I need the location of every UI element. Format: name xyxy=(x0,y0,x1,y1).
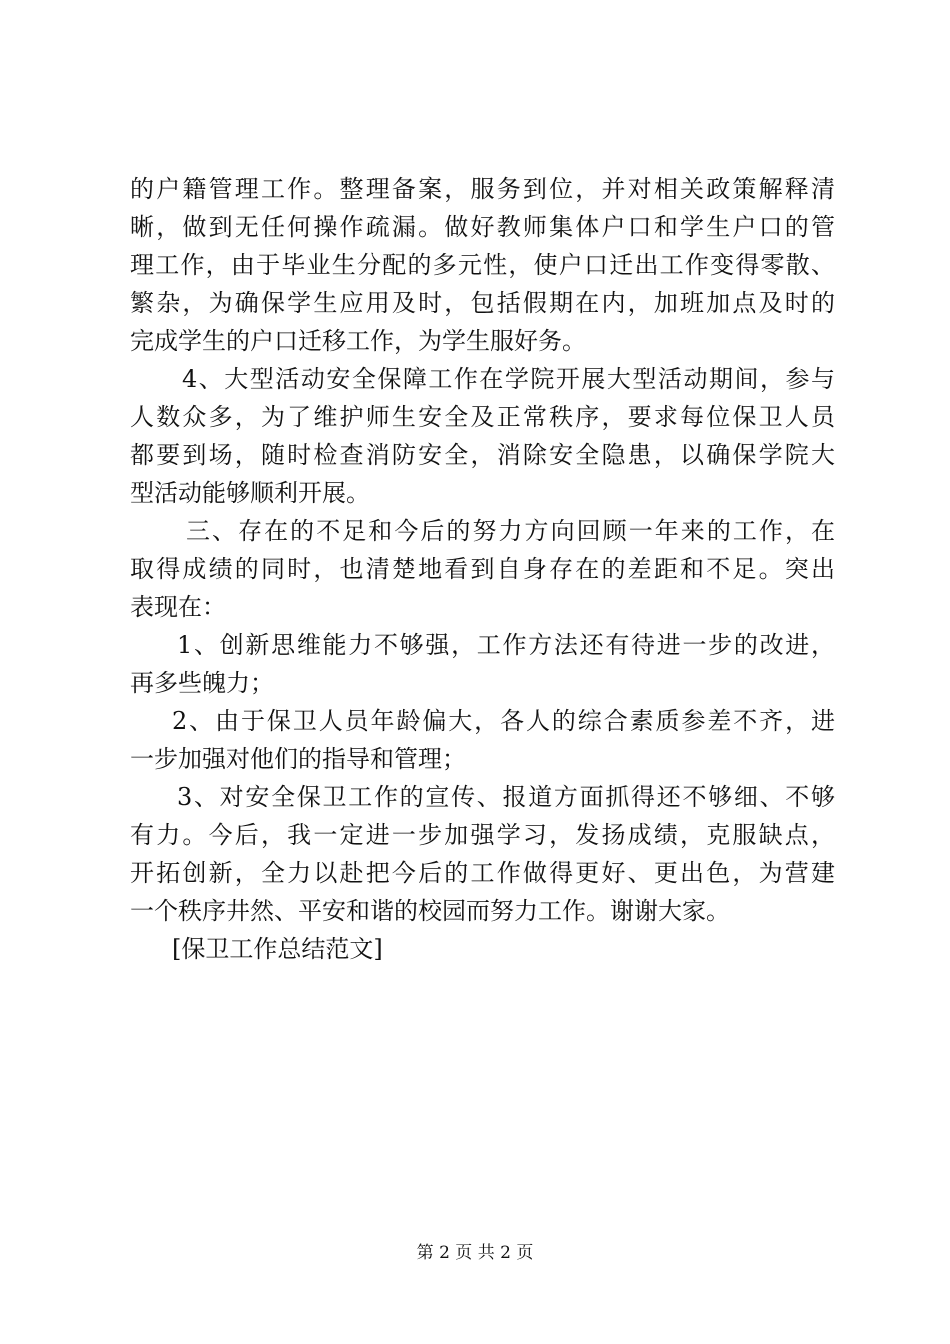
text-line: 晰，做到无任何操作疏漏。做好教师集体户口和学生户口的管 xyxy=(130,213,835,241)
text-line: 一个秩序井然、平安和谐的校园而努力工作。谢谢大家。 xyxy=(130,897,730,925)
text-line: 表现在： xyxy=(130,593,226,621)
text-line: 再多些魄力； xyxy=(130,669,274,697)
text-line: 3、对安全保卫工作的宣传、报道方面抓得还不够细、不够 xyxy=(177,783,835,811)
text-line: 完成学生的户口迁移工作，为学生服好务。 xyxy=(130,327,586,355)
document-body xyxy=(130,170,835,968)
text-line: [保卫工作总结范文] xyxy=(172,935,383,963)
text-line: 取得成绩的同时，也清楚地看到自身存在的差距和不足。突出 xyxy=(130,555,835,583)
text-line: 理工作，由于毕业生分配的多元性，使户口迁出工作变得零散、 xyxy=(130,251,835,279)
text-line: 开拓创新，全力以赴把今后的工作做得更好、更出色，为营建 xyxy=(130,859,835,887)
text-line: 三、存在的不足和今后的努力方向回顾一年来的工作，在 xyxy=(186,517,835,545)
text-line: 一步加强对他们的指导和管理； xyxy=(130,745,466,773)
text-line: 型活动能够顺利开展。 xyxy=(130,479,370,507)
text-line: 的户籍管理工作。整理备案，服务到位，并对相关政策解释清 xyxy=(130,175,835,203)
page-number-footer: 第 2 页 共 2 页 xyxy=(416,1243,534,1263)
text-line: 人数众多，为了维护师生安全及正常秩序，要求每位保卫人员 xyxy=(130,403,835,431)
text-line: 4、大型活动安全保障工作在学院开展大型活动期间，参与 xyxy=(182,365,835,393)
text-line: 2、由于保卫人员年龄偏大，各人的综合素质参差不齐，进 xyxy=(172,707,835,735)
text-line: 1、创新思维能力不够强，工作方法还有待进一步的改进， xyxy=(177,631,835,659)
text-line: 有力。今后，我一定进一步加强学习，发扬成绩，克服缺点， xyxy=(130,821,835,849)
text-line: 繁杂，为确保学生应用及时，包括假期在内，加班加点及时的 xyxy=(130,289,835,317)
text-line: 都要到场，随时检查消防安全，消除安全隐患，以确保学院大 xyxy=(130,441,835,469)
